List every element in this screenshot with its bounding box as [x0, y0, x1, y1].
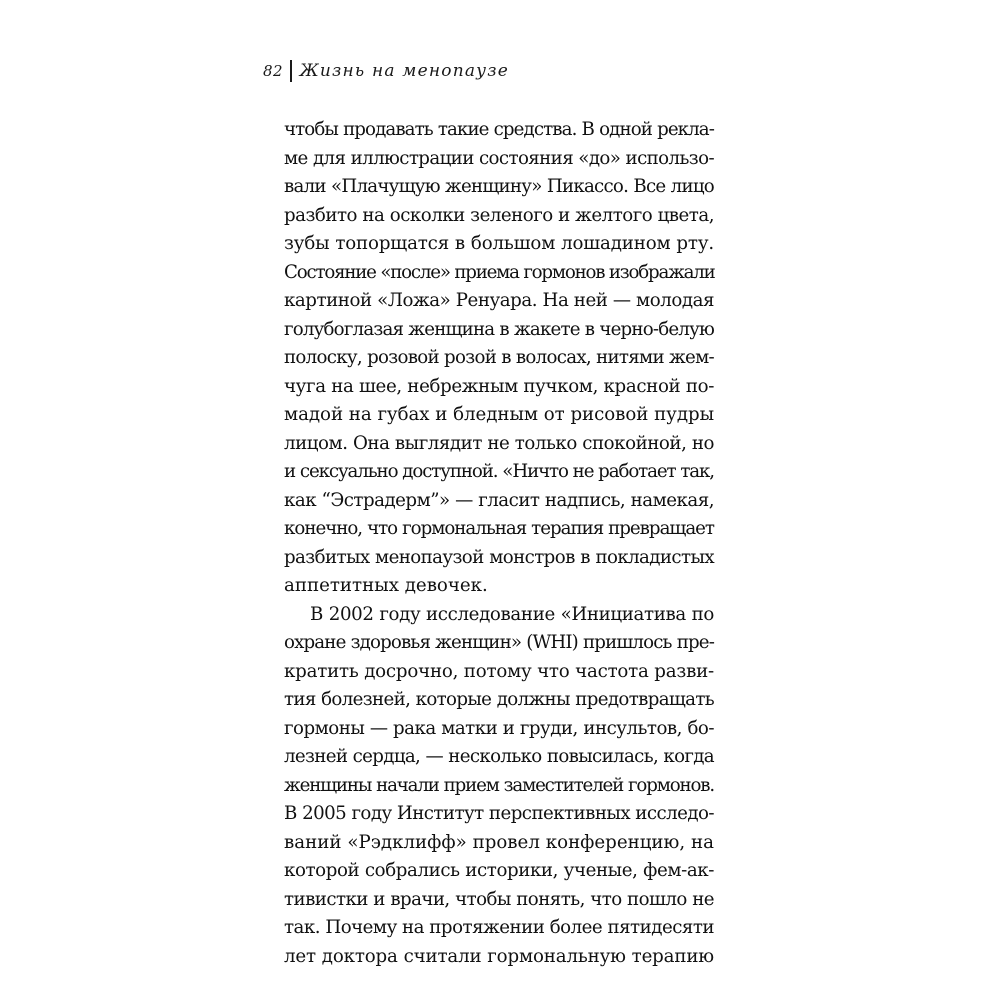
text-line: чтобы продавать такие средства. В одной рекла- [284, 119, 714, 140]
text-line: ваний «Рэдклифф» провел конференцию, на [284, 831, 714, 853]
text-line: вали «Плачущую женщину» Пикассо. Все лицо [284, 176, 714, 197]
text-line: так. Почему на протяжении более пятидесяти [284, 917, 715, 938]
text-line: лицом. Она выглядит не только спокойной, но [284, 432, 714, 454]
text-line: кратить досрочно, потому что частота разви- [284, 660, 714, 682]
paragraph-first-line: В 2002 году исследование «Инициатива по [310, 603, 714, 625]
header-divider [290, 60, 292, 82]
text-line: охране здоровья женщин» (WHI) пришлось пре- [284, 632, 714, 653]
text-line: и сексуально доступной. «Ничто не работает так, [284, 461, 714, 482]
text-line: тия болезней, которые должны предотвращать [284, 689, 714, 710]
text-line: мадой на губах и бледным от рисовой пудры [284, 404, 714, 425]
text-line: как “Эстрадерм”» — гласит надпись, намекая, [284, 489, 714, 511]
text-line: полоску, розовой розой в волосах, нитями жем- [284, 347, 714, 368]
text-line: женщины начали прием заместителей гормонов. [284, 774, 714, 796]
text-line: зубы топорщатся в большом лошадином рту. [284, 233, 714, 254]
text-line: разбитых менопаузой монстров в покладистых [284, 546, 714, 568]
text-line: конечно, что гормональная терапия превращает [284, 518, 714, 539]
paragraph-last-line: аппетитных девочек. [284, 575, 488, 596]
text-line: гормоны — рака матки и груди, инсультов, бо- [284, 717, 714, 739]
text-line: лет доктора считали гормональную терапию [284, 945, 714, 967]
text-line: голубоглазая женщина в жакете в черно-белую [284, 318, 714, 340]
text-line: картиной «Ложа» Ренуара. На ней — молодая [284, 290, 714, 311]
text-line: ме для иллюстрации состояния «до» использо- [284, 147, 714, 169]
running-head [263, 58, 509, 84]
text-line: лезней сердца, — несколько повысилась, когда [284, 746, 714, 767]
body-text [284, 116, 714, 971]
page-number: 82 [263, 62, 284, 80]
text-line: чуга на шее, небрежным пучком, красной по- [284, 375, 714, 397]
text-line: тивистки и врачи, чтобы понять, что пошло не [284, 888, 714, 910]
text-line: Состояние «после» приема гормонов изображали [284, 261, 715, 283]
text-line: которой собрались историки, ученые, фем-ак- [284, 860, 714, 881]
text-line: разбито на осколки зеленого и желтого цвета, [284, 204, 714, 226]
text-line: В 2005 году Институт перспективных исследо- [284, 803, 714, 824]
running-title: Жизнь на менопаузе [299, 61, 509, 81]
